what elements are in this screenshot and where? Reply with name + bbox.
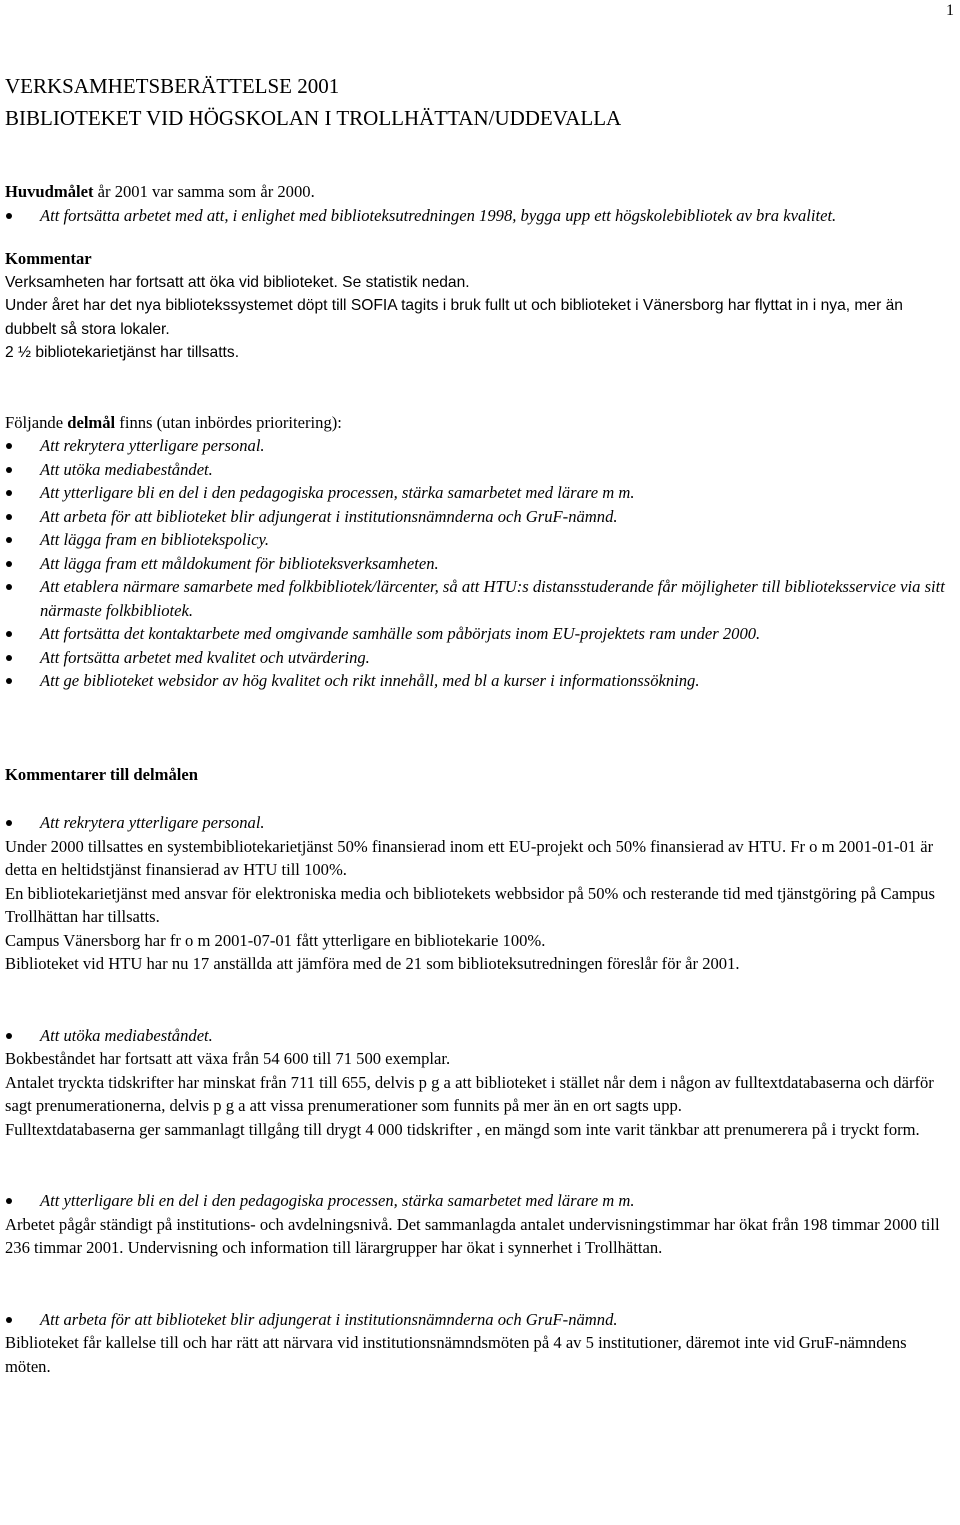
delmal-item: Att ge biblioteket websidor av hög kvalitet och rikt innehåll, med bl a kurser i informationssökning. [5, 669, 955, 693]
document-body [5, 70, 955, 1378]
section-4-paragraph: Biblioteket får kallelse till och har rätt att närvara vid institutionsnämndsmöten på 4 av 5 institutioner, däremot inte vid GruF-nämndens möten. [5, 1333, 907, 1376]
section-1-paragraph: Biblioteket vid HTU har nu 17 anställda att jämföra med de 21 som biblioteksutredningen föreslår för år 2001. [5, 954, 740, 973]
huvudmal-text: år 2001 var samma som år 2000. [93, 182, 315, 201]
delmal-intro-after: finns (utan inbördes prioritering): [115, 412, 342, 432]
section-1-bullet [5, 811, 955, 835]
title-line-1: VERKSAMHETSBERÄTTELSE 2001 [5, 74, 340, 98]
section-2-paragraph: Bokbeståndet har fortsatt att växa från 54 600 till 71 500 exemplar. [5, 1049, 451, 1068]
huvudmal-list [5, 204, 955, 228]
delmal-item: Att utöka mediabeståndet. [5, 458, 955, 482]
section-2-paragraph: Antalet tryckta tidskrifter har minskat från 711 till 655, delvis p g a att biblioteket i stället når dem i någon av fulltextdatabaserna och därför sagt prenumerationerna, delvis p g a att vissa prenumerationer som funnits på mer än en ort sagts upp. [5, 1072, 934, 1115]
section-3-bullet [5, 1189, 955, 1213]
section-bullet: Att utöka mediabeståndet. [5, 1024, 955, 1048]
huvudmal-label: Huvudmålet [5, 182, 94, 201]
title-line-2: BIBLIOTEKET VID HÖGSKOLAN I TROLLHÄTTAN/UDDEVALLA [5, 106, 622, 130]
section-2-paragraph: Fulltextdatabaserna ger sammanlagt tillgång till drygt 4 000 tidskrifter , en mängd som inte varit tänkbar att prenumerera på i tryckt form. [5, 1119, 920, 1139]
page-number: 1 [946, 2, 954, 19]
kommentar-line-3: 2 ½ bibliotekarietjänst har tillsatts. [5, 344, 240, 361]
huvudmal-line [5, 180, 955, 204]
section-3-paragraph: Arbetet pågår ständigt på institutions- och avdelningsnivå. Det sammanlagda antalet undervisningstimmar har ökat från 198 timmar 2000 till 236 timmar 2001. Undervisning och information till lärargrupper har ökat i synnerhet i Trollhättan. [5, 1214, 940, 1257]
section-4-bullet [5, 1308, 955, 1332]
delmal-item: Att lägga fram ett måldokument för biblioteksverksamheten. [5, 552, 955, 576]
delmal-item: Att fortsätta arbetet med kvalitet och utvärdering. [5, 646, 955, 670]
kommentar-line-1: Verksamheten har fortsatt att öka vid biblioteket. Se statistik nedan. [5, 273, 470, 291]
section-1-paragraph: En bibliotekarietjänst med ansvar för elektroniska media och bibliotekets webbsidor på 50% och resterande tid med tjänstgöring på Campus Trollhättan har tillsatts. [5, 883, 935, 926]
kommentar-heading: Kommentar [5, 249, 92, 268]
delmal-intro [5, 411, 955, 435]
huvudmal-bullet: Att fortsätta arbetet med att, i enlighet med biblioteksutredningen 1998, bygga upp ett högskolebibliotek av bra kvalitet. [5, 204, 955, 228]
delmal-list [5, 434, 955, 693]
delmal-item: Att fortsätta det kontaktarbete med omgivande samhälle som påbörjats inom EU-projektets ram under 2000. [5, 622, 955, 646]
delmal-item: Att arbeta för att biblioteket blir adjungerat i institutionsnämnderna och GruF-nämnd. [5, 505, 955, 529]
kommentarer-heading: Kommentarer till delmålen [5, 764, 198, 784]
section-bullet: Att rekrytera ytterligare personal. [5, 811, 955, 835]
section-1-paragraph: Campus Vänersborg har fr o m 2001-07-01 fått ytterligare en bibliotekarie 100%. [5, 930, 546, 950]
document-title [5, 70, 955, 134]
section-bullet: Att ytterligare bli en del i den pedagogiska processen, stärka samarbetet med lärare m m. [5, 1189, 955, 1213]
section-2-bullet [5, 1024, 955, 1048]
section-bullet: Att arbeta för att biblioteket blir adjungerat i institutionsnämnderna och GruF-nämnd. [5, 1308, 955, 1332]
delmal-item: Att rekrytera ytterligare personal. [5, 434, 955, 458]
delmal-intro-bold: delmål [67, 412, 116, 432]
kommentar-line-2: Under året har det nya bibliotekssystemet döpt till SOFIA tagits i bruk fullt ut och biblioteket i Vänersborg har flyttat in i nya, mer än dubbelt så stora lokaler. [5, 297, 903, 338]
delmal-item: Att etablera närmare samarbete med folkbibliotek/lärcenter, så att HTU:s distansstuderande får möjligheter till biblioteksservice via sitt närmaste folkbibliotek. [5, 575, 955, 622]
delmal-item: Att lägga fram en bibliotekspolicy. [5, 528, 955, 552]
section-1-paragraph: Under 2000 tillsattes en systembibliotekarietjänst 50% finansierad inom ett EU-projekt och 50% finansierad av HTU. Fr o m 2001-01-01 är detta en heltidstjänst finansierad av HTU till 100%. [5, 836, 934, 879]
delmal-intro-before: Följande [5, 412, 68, 432]
delmal-item: Att ytterligare bli en del i den pedagogiska processen, stärka samarbetet med lärare m m. [5, 481, 955, 505]
